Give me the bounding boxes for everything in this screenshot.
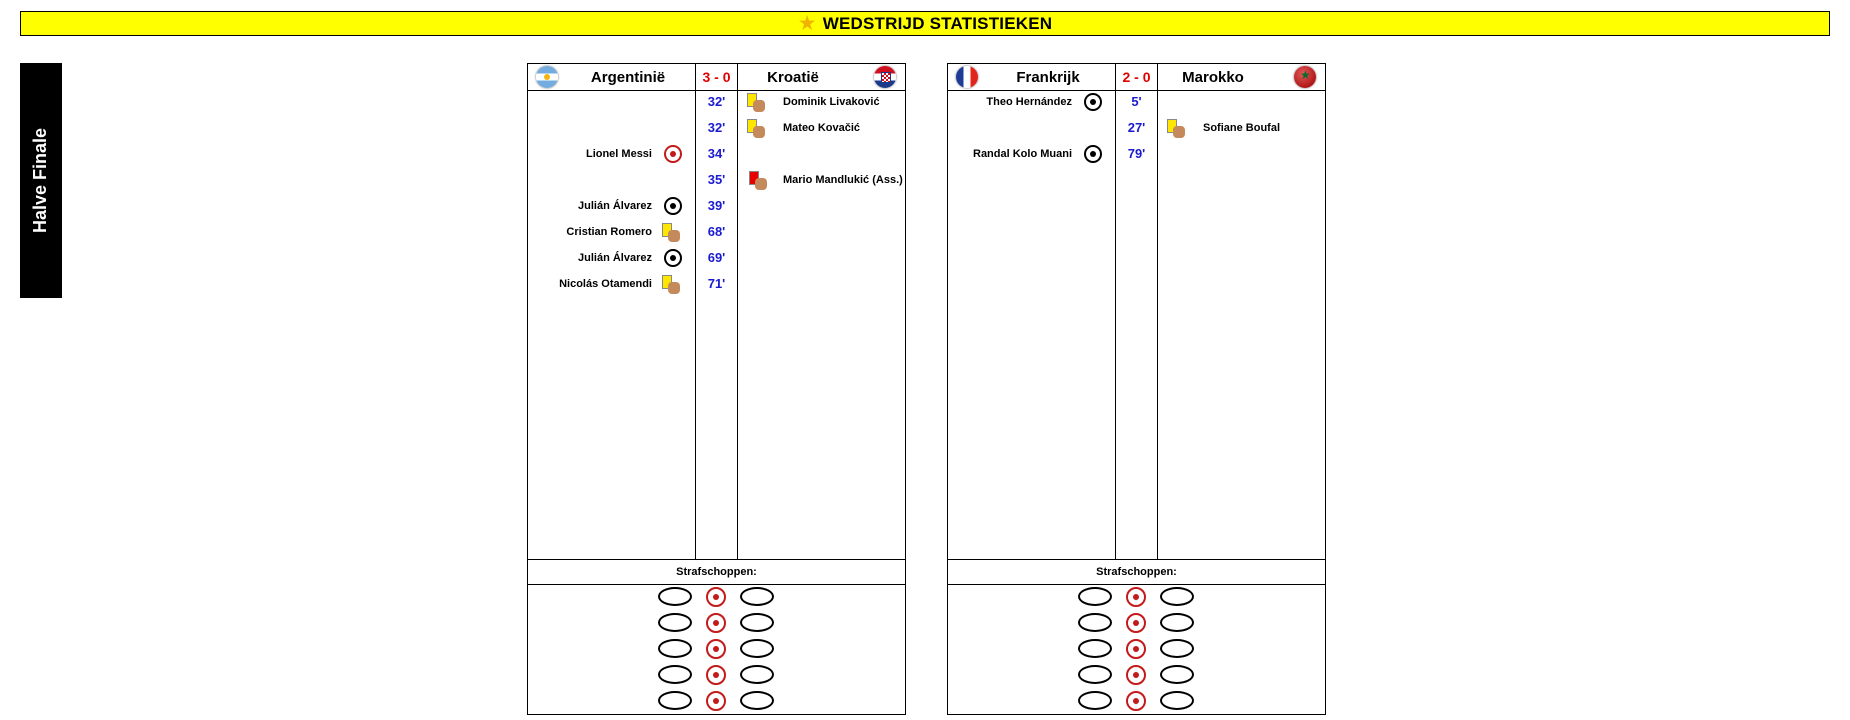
event-minute: 71' bbox=[707, 276, 726, 291]
banner-title: WEDSTRIJD STATISTIEKEN bbox=[822, 13, 1053, 33]
event-minute: 27' bbox=[1127, 120, 1146, 135]
event-row bbox=[528, 169, 907, 191]
away-penalty-slot[interactable] bbox=[1160, 639, 1194, 658]
event-row bbox=[528, 117, 907, 139]
home-penalty-slot[interactable] bbox=[1078, 639, 1112, 658]
match-panel bbox=[527, 63, 906, 715]
event-row bbox=[528, 247, 907, 269]
event-player: Mateo Kovačić bbox=[783, 122, 861, 134]
home-penalty-slot[interactable] bbox=[658, 665, 692, 684]
event-row bbox=[948, 117, 1327, 139]
event-player: Julián Álvarez bbox=[578, 200, 652, 212]
ball-icon bbox=[664, 249, 682, 267]
event-minute: 34' bbox=[707, 146, 726, 161]
france-flag-icon bbox=[956, 66, 978, 88]
event-minute: 32' bbox=[707, 120, 726, 135]
home-penalty-slot[interactable] bbox=[1078, 587, 1112, 606]
ball-icon bbox=[1084, 93, 1102, 111]
penalty-ball-icon bbox=[706, 587, 726, 607]
event-minute: 5' bbox=[1131, 94, 1142, 109]
event-player: Dominik Livaković bbox=[783, 96, 880, 108]
away-penalty-slot[interactable] bbox=[1160, 665, 1194, 684]
away-penalty-slot[interactable] bbox=[1160, 613, 1194, 632]
star-icon: ★ bbox=[797, 12, 817, 35]
title-banner bbox=[20, 11, 1830, 36]
away-penalty-slot[interactable] bbox=[740, 665, 774, 684]
event-row bbox=[948, 91, 1327, 113]
home-team-name: Frankrijk bbox=[1016, 69, 1080, 86]
home-penalty-slot[interactable] bbox=[1078, 613, 1112, 632]
away-penalty-slot[interactable] bbox=[1160, 587, 1194, 606]
away-team-name: Marokko bbox=[1182, 69, 1244, 86]
event-player: Theo Hernández bbox=[986, 96, 1072, 108]
home-penalty-slot[interactable] bbox=[658, 639, 692, 658]
away-penalty-slot[interactable] bbox=[740, 691, 774, 710]
penalty-ball-icon bbox=[1126, 587, 1146, 607]
penalty-ball-icon bbox=[1126, 665, 1146, 685]
event-player: Sofiane Boufal bbox=[1203, 122, 1281, 134]
penalty-ball-icon bbox=[1126, 691, 1146, 711]
home-team-name: Argentinië bbox=[590, 69, 666, 86]
event-row bbox=[948, 143, 1327, 165]
hand-icon bbox=[1173, 126, 1185, 138]
event-player: Mario Mandlukić (Ass.) bbox=[783, 174, 903, 186]
event-player: Nicolás Otamendi bbox=[559, 278, 652, 290]
ball-icon bbox=[1084, 145, 1102, 163]
ball-icon bbox=[664, 197, 682, 215]
home-penalty-slot[interactable] bbox=[1078, 665, 1112, 684]
penalty-ball-icon bbox=[1126, 613, 1146, 633]
match-panel bbox=[947, 63, 1326, 715]
penalty-ball-icon bbox=[706, 639, 726, 659]
penalty-ball-icon bbox=[706, 691, 726, 711]
match-score: 3 - 0 bbox=[702, 69, 731, 85]
event-minute: 39' bbox=[707, 198, 726, 213]
event-row bbox=[528, 91, 907, 113]
round-tab[interactable] bbox=[20, 63, 62, 298]
croatia-flag-icon bbox=[874, 66, 896, 88]
event-minute: 79' bbox=[1127, 146, 1146, 161]
event-player: Julián Álvarez bbox=[578, 252, 652, 264]
away-penalty-slot[interactable] bbox=[1160, 691, 1194, 710]
hand-icon bbox=[668, 282, 680, 294]
away-penalty-slot[interactable] bbox=[740, 613, 774, 632]
home-penalty-slot[interactable] bbox=[1078, 691, 1112, 710]
event-minute: 68' bbox=[707, 224, 726, 239]
penalty-ball-icon bbox=[664, 145, 682, 163]
home-penalty-slot[interactable] bbox=[658, 587, 692, 606]
match-score: 2 - 0 bbox=[1122, 69, 1151, 85]
round-label: Halve Finale bbox=[30, 127, 51, 234]
penalty-title: Strafschoppen: bbox=[676, 566, 757, 578]
hand-icon bbox=[753, 100, 765, 112]
event-row bbox=[528, 221, 907, 243]
event-row bbox=[528, 143, 907, 165]
away-penalty-slot[interactable] bbox=[740, 639, 774, 658]
home-penalty-slot[interactable] bbox=[658, 691, 692, 710]
away-penalty-slot[interactable] bbox=[740, 587, 774, 606]
hand-icon bbox=[755, 178, 767, 190]
argentina-flag-icon bbox=[536, 66, 558, 88]
event-row bbox=[528, 195, 907, 217]
event-minute: 35' bbox=[707, 172, 726, 187]
event-row bbox=[528, 273, 907, 295]
event-player: Cristian Romero bbox=[566, 226, 652, 238]
event-minute: 32' bbox=[707, 94, 726, 109]
away-team-name: Kroatië bbox=[767, 69, 819, 86]
penalty-ball-icon bbox=[706, 613, 726, 633]
event-player: Lionel Messi bbox=[585, 148, 652, 160]
morocco-flag-icon bbox=[1294, 66, 1316, 88]
hand-icon bbox=[668, 230, 680, 242]
home-penalty-slot[interactable] bbox=[658, 613, 692, 632]
penalty-title: Strafschoppen: bbox=[1096, 566, 1177, 578]
penalty-ball-icon bbox=[1126, 639, 1146, 659]
hand-icon bbox=[753, 126, 765, 138]
event-minute: 69' bbox=[707, 250, 726, 265]
penalty-ball-icon bbox=[706, 665, 726, 685]
event-player: Randal Kolo Muani bbox=[973, 148, 1072, 160]
